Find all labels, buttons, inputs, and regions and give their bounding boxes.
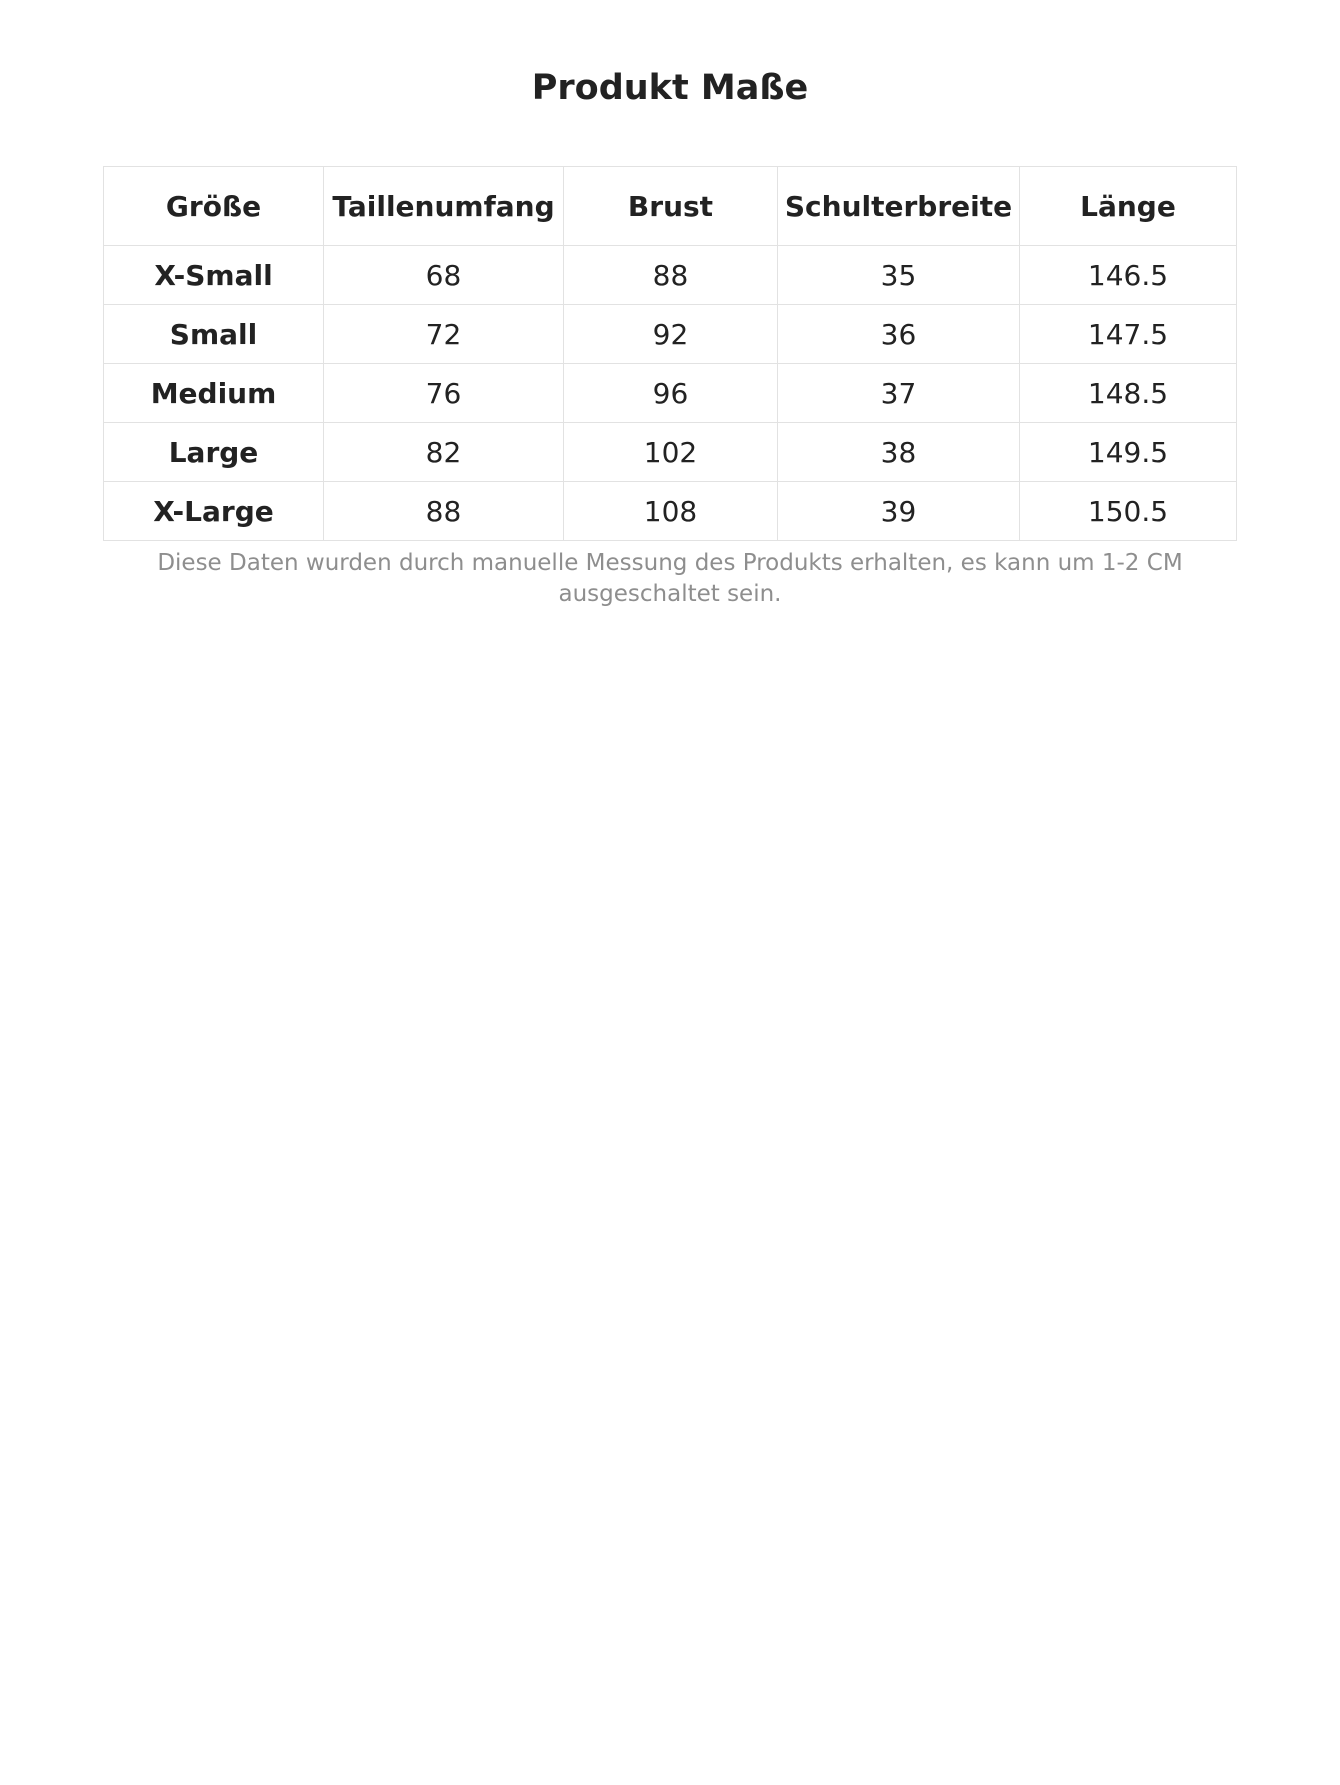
shoulder-cell: 35 [778,246,1020,305]
chest-cell: 92 [564,305,778,364]
chest-cell: 108 [564,482,778,541]
table-row [104,482,1237,541]
table-row [104,364,1237,423]
header-waist: Taillenumfang [324,167,564,246]
size-cell: X-Small [104,246,324,305]
table-row [104,305,1237,364]
size-table [103,166,1237,541]
length-cell: 146.5 [1020,246,1237,305]
measurement-note: Diese Daten wurden durch manuelle Messung des Produkts erhalten, es kann um 1-2 CM ausgeschaltet sein. [157,550,1183,607]
waist-cell: 88 [324,482,564,541]
header-shoulder: Schulterbreite [778,167,1020,246]
page-title: Produkt Maße [531,68,809,108]
shoulder-cell: 36 [778,305,1020,364]
size-cell: Medium [104,364,324,423]
chest-cell: 88 [564,246,778,305]
waist-cell: 76 [324,364,564,423]
table-header-row [104,167,1237,246]
header-length: Länge [1020,167,1237,246]
size-cell: Small [104,305,324,364]
waist-cell: 68 [324,246,564,305]
shoulder-cell: 39 [778,482,1020,541]
length-cell: 148.5 [1020,364,1237,423]
table-row [104,423,1237,482]
shoulder-cell: 38 [778,423,1020,482]
chest-cell: 96 [564,364,778,423]
header-size: Größe [104,167,324,246]
waist-cell: 72 [324,305,564,364]
header-chest: Brust [564,167,778,246]
chest-cell: 102 [564,423,778,482]
size-cell: X-Large [104,482,324,541]
waist-cell: 82 [324,423,564,482]
length-cell: 147.5 [1020,305,1237,364]
table-row [104,246,1237,305]
size-cell: Large [104,423,324,482]
length-cell: 149.5 [1020,423,1237,482]
length-cell: 150.5 [1020,482,1237,541]
shoulder-cell: 37 [778,364,1020,423]
